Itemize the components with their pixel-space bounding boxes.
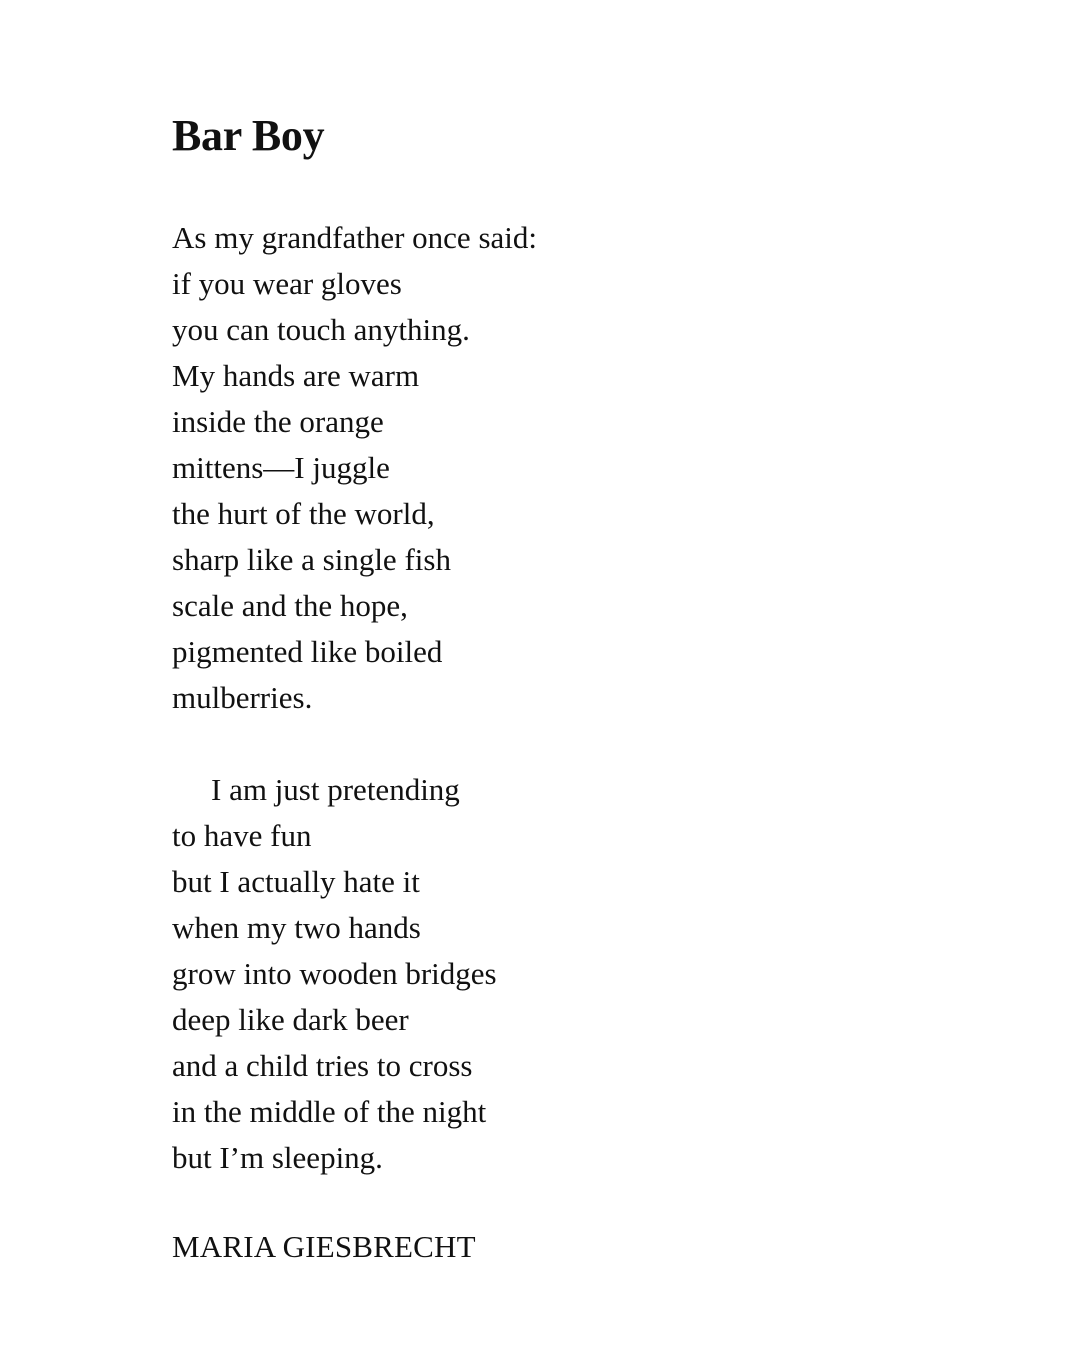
poem-line: inside the orange (172, 404, 384, 439)
poem-line: when my two hands (172, 910, 421, 945)
poem-line: My hands are warm (172, 358, 420, 393)
poem-line: but I’m sleeping. (172, 1140, 383, 1175)
poem-line: but I actually hate it (172, 864, 420, 899)
poem-line: scale and the hope, (172, 588, 408, 623)
stanza-2 (172, 767, 497, 1181)
poem-line: and a child tries to cross (172, 1048, 473, 1083)
poem-line: if you wear gloves (172, 266, 402, 301)
poem-line: the hurt of the world, (172, 496, 435, 531)
poem-title: Bar Boy (172, 111, 325, 160)
poem-line: mittens—I juggle (172, 450, 390, 485)
poem-line-indented: I am just pretending (211, 772, 460, 807)
poem-line: deep like dark beer (172, 1002, 409, 1037)
poem-line: grow into wooden bridges (172, 956, 497, 991)
poem-line: you can touch anything. (172, 312, 470, 347)
stanza-1 (172, 215, 537, 721)
poem-line: As my grandfather once said: (172, 220, 537, 255)
poem-line: in the middle of the night (172, 1094, 487, 1129)
poem-line: mulberries. (172, 680, 313, 715)
poem-line: sharp like a single fish (172, 542, 451, 577)
author-name: MARIA GIESBRECHT (172, 1229, 476, 1264)
poem-line: pigmented like boiled (172, 634, 443, 669)
poem-line: to have fun (172, 818, 312, 853)
